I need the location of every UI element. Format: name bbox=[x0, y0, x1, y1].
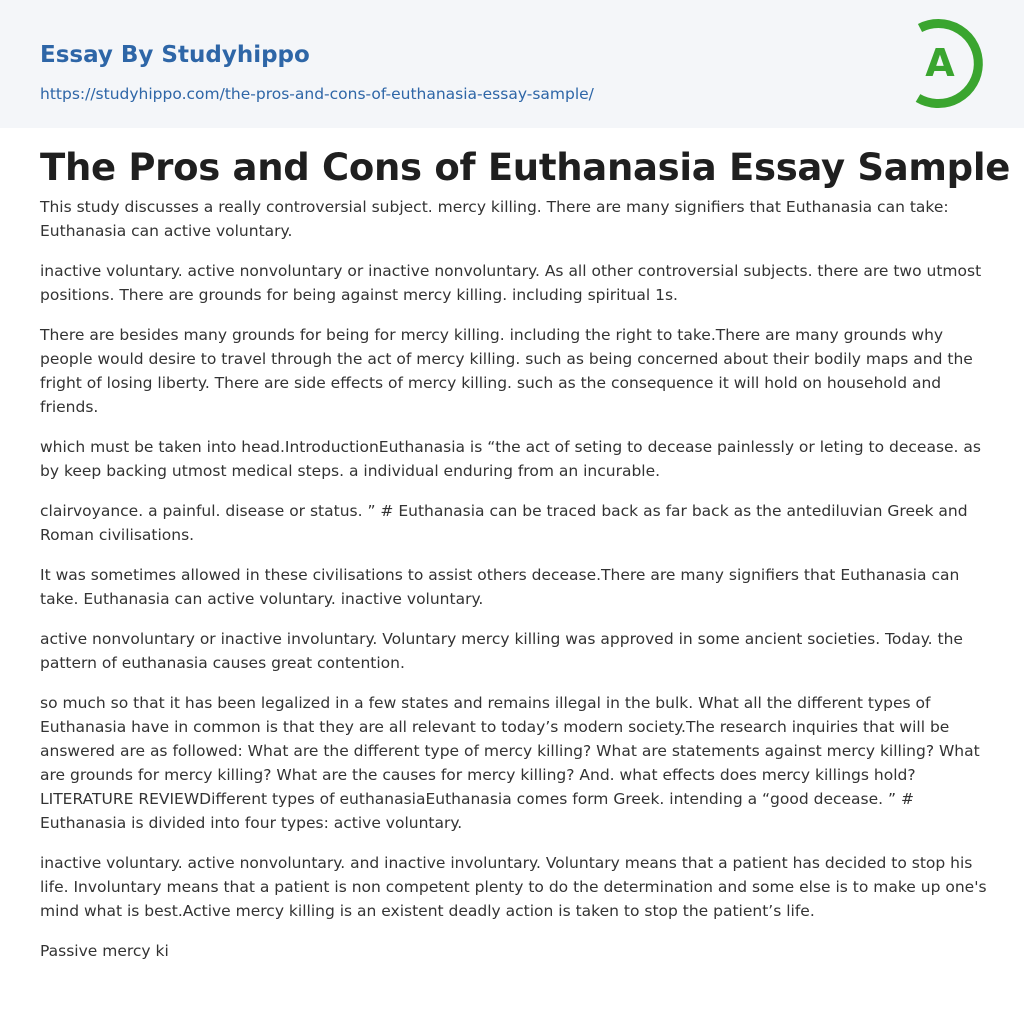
article-paragraph: which must be taken into head.IntroductionEuthanasia is “the act of seting to decease painlessly or leting to decease. as by keep backing utmost medical steps. a individual enduring from an incurable. bbox=[40, 438, 981, 480]
brand-title[interactable]: Essay By Studyhippo bbox=[40, 42, 310, 68]
article-body bbox=[40, 195, 990, 979]
article-paragraph: There are besides many grounds for being for mercy killing. including the right to take.There are many grounds why people would desire to travel through the act of mercy killing. such as being concerned about their bodily maps and the fright of losing liberty. There are side effects of mercy killing. such as the consequence it will hold on household and friends. bbox=[40, 326, 973, 416]
studyhippo-logo-icon[interactable] bbox=[900, 14, 992, 112]
article-paragraph: so much so that it has been legalized in a few states and remains illegal in the bulk. What all the different types of Euthanasia have in common is that they are all relevant to today’s modern society.The research inquiries that will be answered are as followed: What are the different type of mercy killing? What are statements against mercy killing? What are grounds for mercy killing? What are the causes for mercy killing? And. what effects does mercy killings hold? LITERATURE REVIEWDifferent types of euthanasiaEuthanasia comes form Greek. intending a “good decease. ” # Euthanasia is divided into four types: active voluntary. bbox=[40, 694, 980, 832]
article-paragraph: active nonvoluntary or inactive involuntary. Voluntary mercy killing was approved in some ancient societies. Today. the pattern of euthanasia causes great contention. bbox=[40, 630, 963, 672]
article-paragraph: inactive voluntary. active nonvoluntary. and inactive involuntary. Voluntary means that a patient has decided to stop his life. Involuntary means that a patient is non competent plenty to do the determination and some else is to make up one's mind what is best.Active mercy killing is an existent deadly action is taken to stop the patient’s life. bbox=[40, 854, 987, 920]
article-paragraph: Passive mercy ki bbox=[40, 942, 169, 960]
article-paragraph: This study discusses a really controversial subject. mercy killing. There are many signifiers that Euthanasia can take: Euthanasia can active voluntary. bbox=[40, 198, 949, 240]
logo-letter: A bbox=[925, 41, 955, 85]
article-paragraph: inactive voluntary. active nonvoluntary or inactive nonvoluntary. As all other controversial subjects. there are two utmost positions. There are grounds for being against mercy killing. including spiritual 1s. bbox=[40, 262, 982, 304]
article-paragraph: clairvoyance. a painful. disease or status. ” # Euthanasia can be traced back as far back as the antediluvian Greek and Roman civilisations. bbox=[40, 502, 968, 544]
source-url-link[interactable]: https://studyhippo.com/the-pros-and-cons-of-euthanasia-essay-sample/ bbox=[40, 85, 594, 103]
site-header bbox=[0, 0, 1024, 128]
article-paragraph: It was sometimes allowed in these civilisations to assist others decease.There are many signifiers that Euthanasia can take. Euthanasia can active voluntary. inactive voluntary. bbox=[40, 566, 960, 608]
article-title: The Pros and Cons of Euthanasia Essay Sample bbox=[40, 146, 1010, 189]
